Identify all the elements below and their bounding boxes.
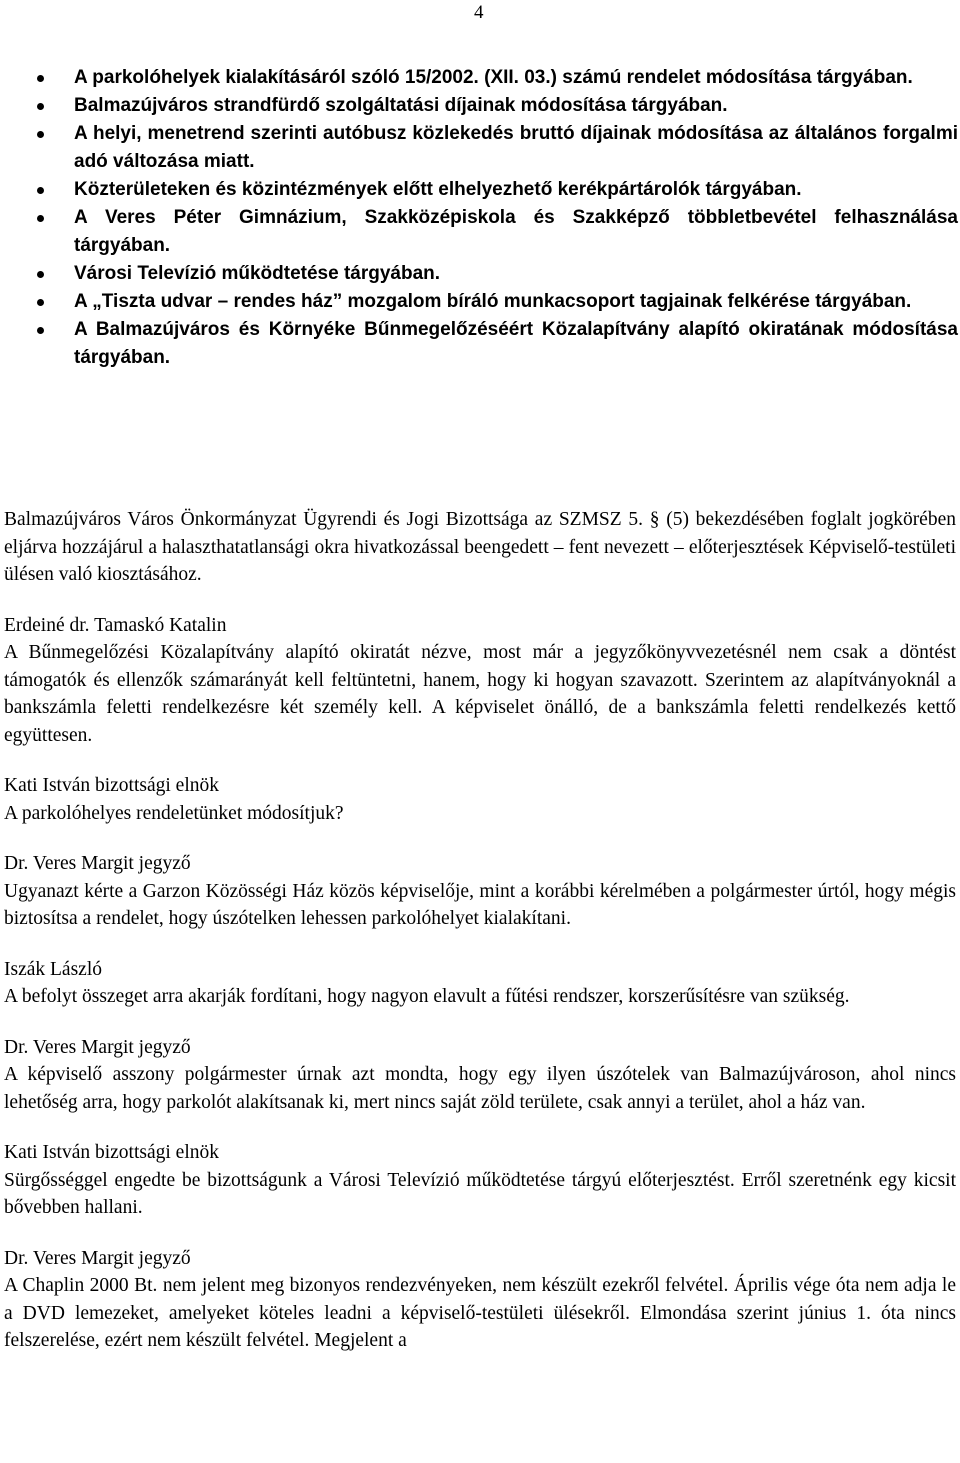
bullet-dot-icon xyxy=(37,271,44,278)
statement-text: Sürgősséggel engedte be bizottságunk a Városi Televízió működtetése tárgyú előterjesztést. Erről szeretnénk egy kicsit bővebben hallani. xyxy=(4,1169,956,1218)
statement-block xyxy=(4,850,956,933)
agenda-bullet-list xyxy=(0,64,960,372)
statement-text: A Chaplin 2000 Bt. nem jelent meg bizonyos rendezvényeken, nem készült ezekről felvétel. Április vége óta nem adja le a DVD lemezeket, amelyeket köteles leadni a képviselő-testületi ülésekről. Elmondása szerint június 1. óta nincs felszerelése, ezért nem készült felvétel. Megjelent a xyxy=(4,1275,956,1351)
bullet-dot-icon xyxy=(37,327,44,334)
statement-text: A befolyt összeget arra akarják fordítani, hogy nagyon elavult a fűtési rendszer, korszerűsítésre van szükség. xyxy=(4,986,850,1007)
speaker-name: Dr. Veres Margit jegyző xyxy=(4,1247,191,1269)
speaker-name: Dr. Veres Margit jegyző xyxy=(4,1036,191,1058)
page-number: 4 xyxy=(474,2,484,23)
statement-text: A parkolóhelyes rendeletünket módosítjuk? xyxy=(4,802,344,824)
agenda-item-text: Városi Televízió működtetése tárgyában. xyxy=(74,263,441,284)
agenda-item-text: Közterületeken és közintézmények előtt elhelyezhető kerékpártárolók tárgyában. xyxy=(74,179,802,200)
bullet-dot-icon xyxy=(37,215,44,222)
agenda-item xyxy=(0,288,960,316)
intro-paragraph: Balmazújváros Város Önkormányzat Ügyrendi és Jogi Bizottsága az SZMSZ 5. § (5) bekezdésében foglalt jogkörében eljárva hozzájárul a halaszthatatlansági okra hivatkozással beengedett – fent nevezett – előterjesztések Képviselő-testületi ülésen való kiosztásához. xyxy=(4,509,956,585)
speaker-name: Erdeiné dr. Tamaskó Katalin xyxy=(4,614,227,636)
agenda-item xyxy=(0,120,960,176)
speaker-name: Kati István bizottsági elnök xyxy=(4,775,219,796)
minutes-body xyxy=(4,506,956,1378)
agenda-item-text: A Veres Péter Gimnázium, Szakközépiskola és Szakképző többletbevétel felhasználása tárgyában. xyxy=(74,207,958,256)
speaker-name: Dr. Veres Margit jegyző xyxy=(4,853,191,874)
agenda-item xyxy=(0,92,960,120)
statement-text: A Bűnmegelőzési Közalapítvány alapító okiratát nézve, most már a jegyzőkönyvvezetésnél nem csak a döntést támogatók és ellenzők számarányát kell feltüntetni, hanem, hogy ki hogyan szavazott. Szerintem az alapítványoknál a bankszámla feletti rendelkezésre két személy kell. A képviselet önálló, de a bankszámla feletti rendelkezés kettő együttesen. xyxy=(4,642,956,746)
agenda-item xyxy=(0,260,960,288)
bullet-dot-icon xyxy=(37,75,44,82)
statement-block xyxy=(4,772,956,827)
agenda-item xyxy=(0,316,960,372)
statement-block xyxy=(4,612,956,750)
statement-block xyxy=(4,1139,956,1222)
agenda-item-text: Balmazújváros strandfürdő szolgáltatási díjainak módosítása tárgyában. xyxy=(74,95,728,116)
agenda-item xyxy=(0,176,960,204)
statement-block xyxy=(4,1245,956,1355)
statement-text: Ugyanazt kérte a Garzon Közösségi Ház közös képviselője, mint a korábbi kérelmében a polgármester úrtól, hogy mégis biztosítsa a rendelet, hogy úszótelken lehessen parkolóhelyet kialakítani. xyxy=(4,880,956,929)
speaker-name: Kati István bizottsági elnök xyxy=(4,1142,219,1163)
agenda-item xyxy=(0,204,960,260)
bullet-dot-icon xyxy=(37,131,44,138)
agenda-item-text: A Balmazújváros és Környéke Bűnmegelőzéséért Közalapítvány alapító okiratának módosítása tárgyában. xyxy=(74,319,958,368)
statement-block xyxy=(4,1034,956,1117)
agenda-item-text: A „Tiszta udvar – rendes ház” mozgalom bíráló munkacsoport tagjainak felkérése tárgyában. xyxy=(74,291,912,312)
bullet-dot-icon xyxy=(37,299,44,306)
statement-text: A képviselő asszony polgármester úrnak azt mondta, hogy egy ilyen úszótelek van Balmazújvároson, ahol nincs lehetőség arra, hogy parkolót alakítsanak ki, mert nincs saját zöld területe, csak annyi a terület, ahol a ház van. xyxy=(4,1064,956,1113)
bullet-dot-icon xyxy=(37,103,44,110)
agenda-item-text: A helyi, menetrend szerinti autóbusz közlekedés bruttó díjainak módosítása az általános forgalmi adó változása miatt. xyxy=(74,123,958,172)
speaker-name: Iszák László xyxy=(4,958,102,980)
agenda-item xyxy=(0,64,960,92)
bullet-dot-icon xyxy=(37,187,44,194)
statement-block xyxy=(4,956,956,1011)
agenda-item-text: A parkolóhelyek kialakításáról szóló 15/2002. (XII. 03.) számú rendelet módosítása tárgyában. xyxy=(74,67,913,88)
